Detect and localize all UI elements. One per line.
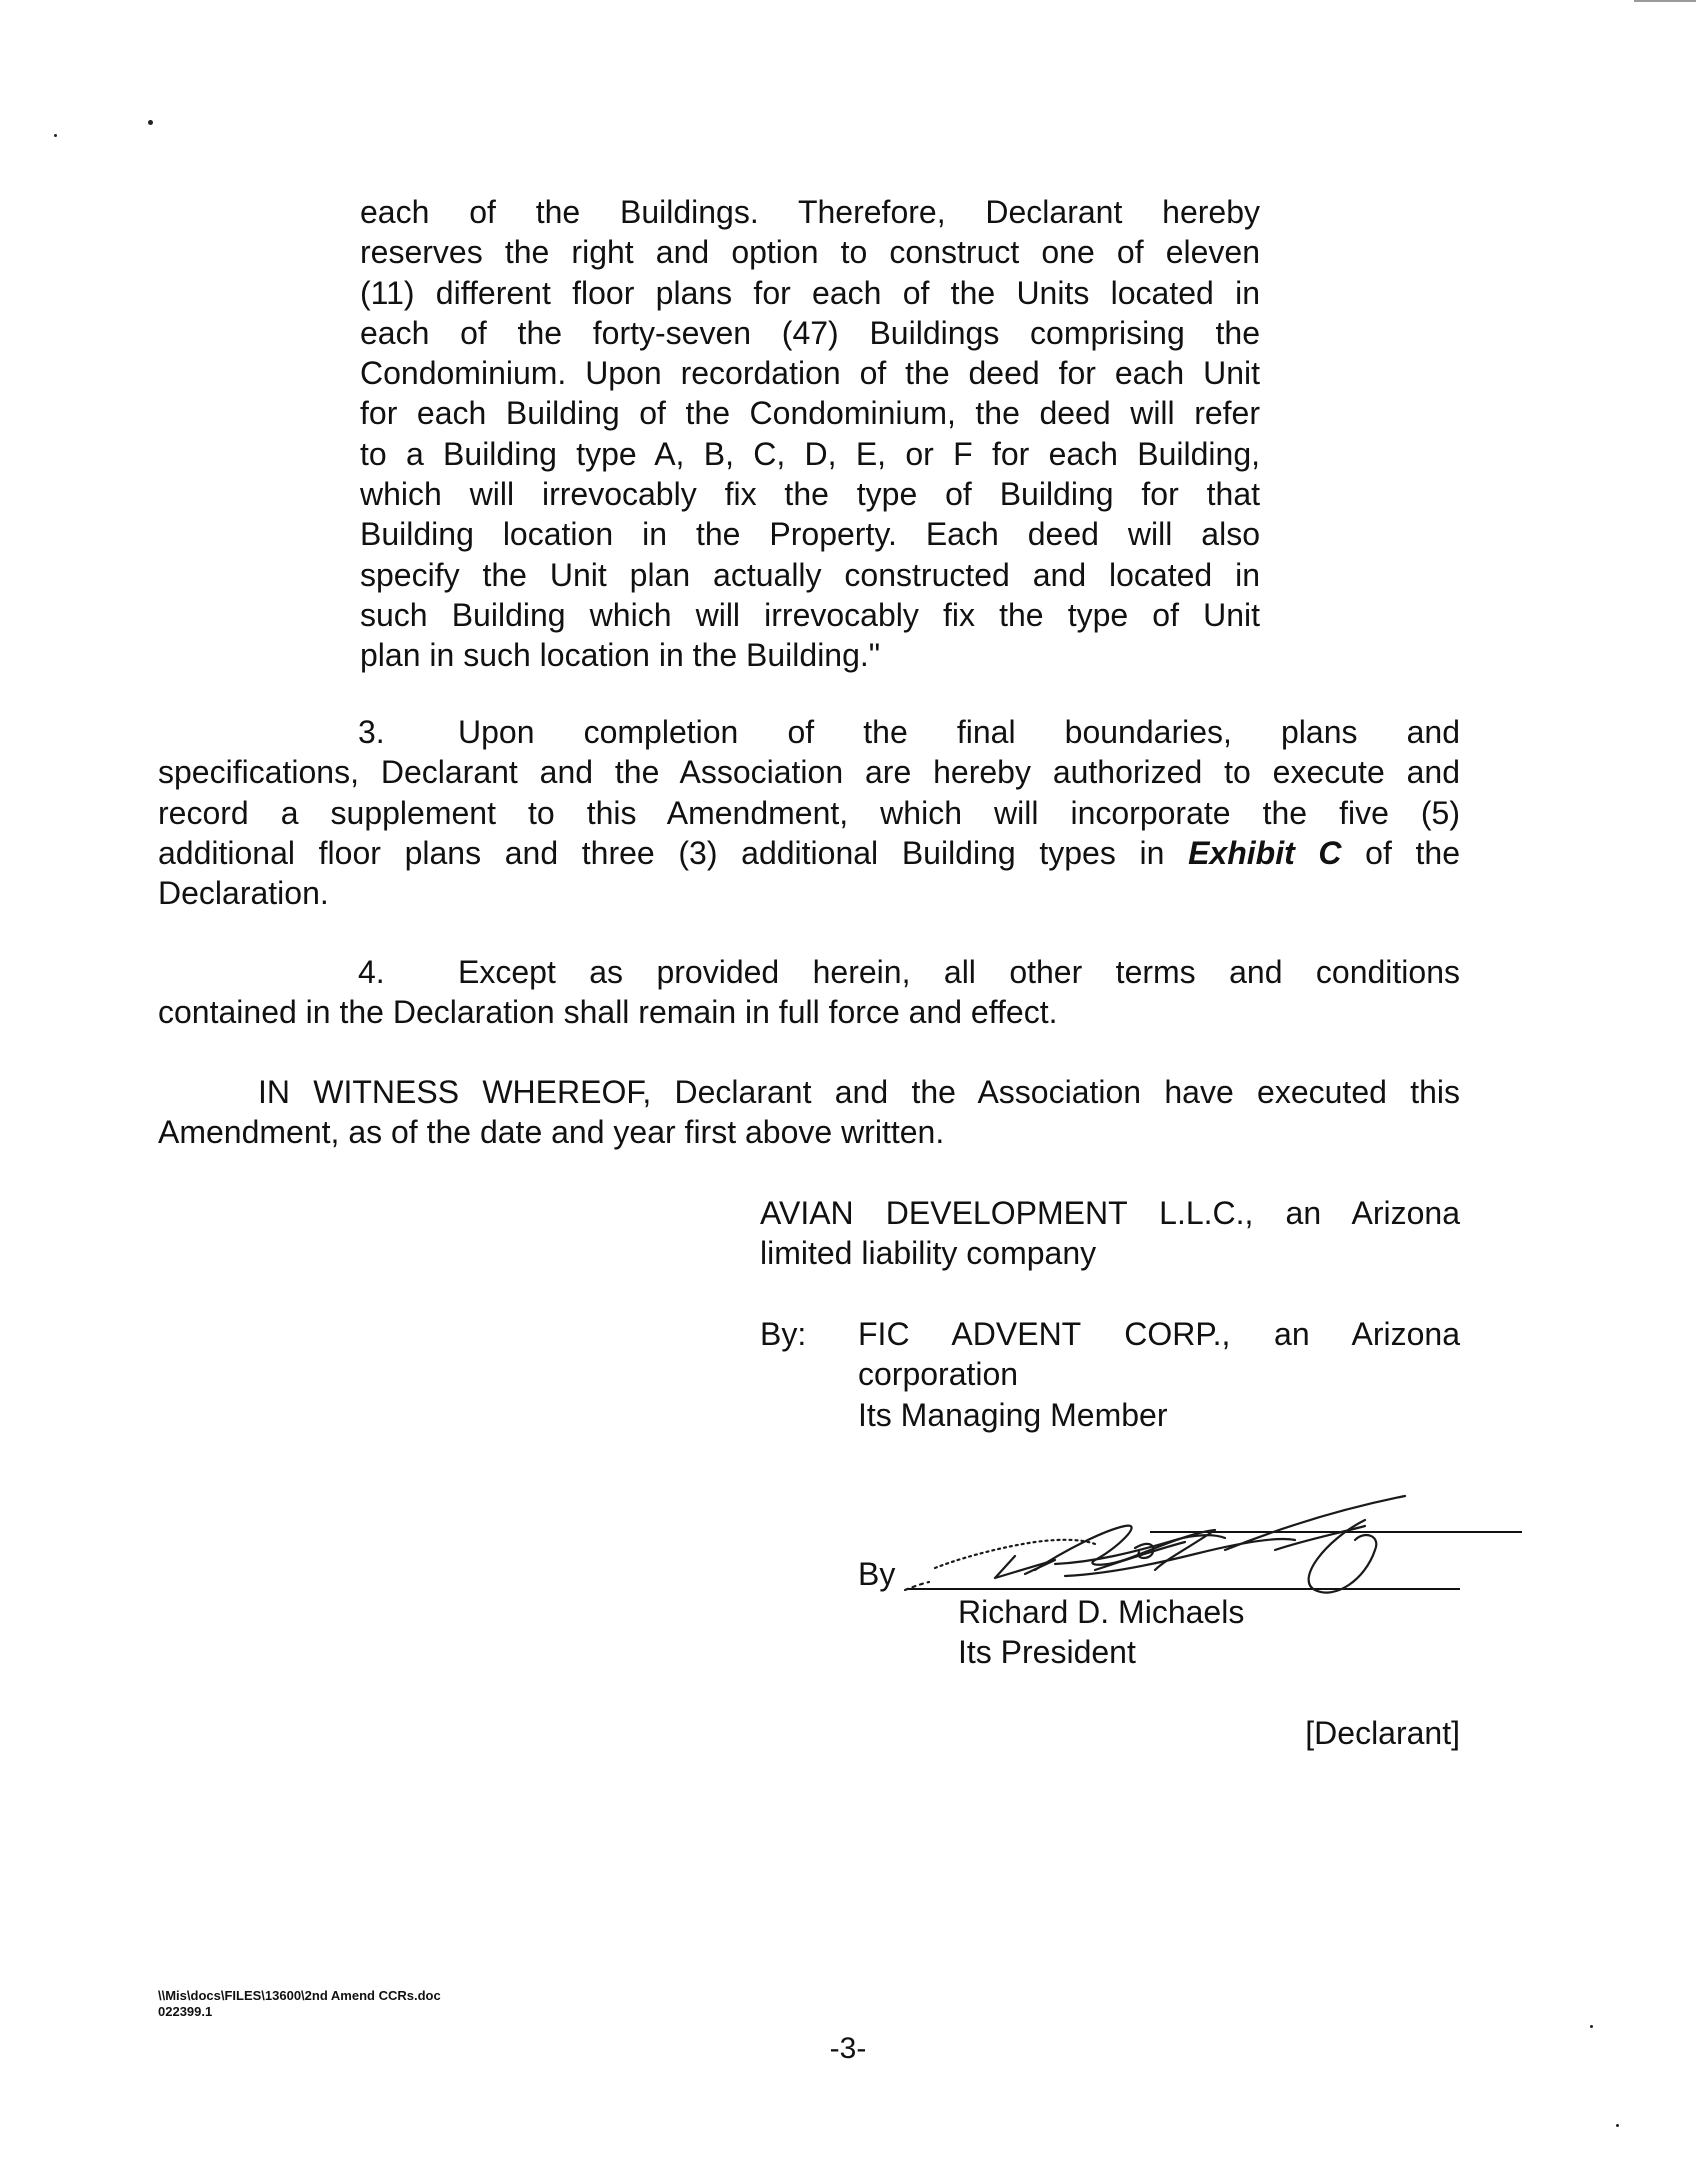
by-label: By: [760,1316,807,1352]
text-segment: of the [1341,834,1461,871]
text-line: such Building which will irrevocably fix the type of Unit [360,596,1260,633]
signer-title: Its President [958,1634,1136,1671]
scan-speck [148,120,153,125]
text-line [158,833,1460,873]
text-line: Condominium. Upon recordation of the deed for each Unit [360,355,1260,392]
text-line: Building location in the Property. Each deed will also [360,516,1260,553]
text-line: contained in the Declaration shall remain in full force and effect. [158,994,1058,1031]
text-segment: Except as provided herein, all other terms and conditions [458,954,1460,990]
scan-speck [1590,2025,1593,2028]
text-line: Amendment, as of the date and year first above written. [158,1114,945,1151]
signer-name: Richard D. Michaels [958,1594,1245,1630]
by-label-block [760,1314,860,1354]
text-line: each of the forty-seven (47) Buildings comprising the [360,314,1260,351]
text-line: IN WITNESS WHEREOF, Declarant and the Association have executed this [258,1074,1460,1110]
managing-member-block [858,1314,1460,1435]
sign-by-label: By [858,1556,896,1592]
text-segment: additional floor plans and three (3) additional Building types in [158,834,1189,871]
paragraph-number: 4. [358,954,385,990]
scan-speck [54,134,57,137]
text-line [158,952,1460,992]
company-block [760,1193,1460,1274]
text-segment: Upon completion of the final boundaries, plans and [458,714,1460,750]
text-line: (11) different floor plans for each of the Units located in [360,274,1260,311]
text-line: record a supplement to this Amendment, which will incorporate the five (5) [158,794,1460,831]
party-label: [Declarant] [1305,1715,1460,1751]
party-label-block [1100,1713,1460,1753]
text-line: plan in such location in the Building." [360,637,881,674]
page-number: -3- [829,2032,867,2065]
file-path: \\Mis\docs\FILES\13600\2nd Amend CCRs.doc [158,1988,441,2003]
document-code: 022399.1 [158,2004,213,2019]
text-line: to a Building type A, B, C, D, E, or F for each Building, [360,435,1260,472]
text-line: which will irrevocably fix the type of Building for that [360,476,1260,513]
scan-edge-mark [1634,0,1696,2]
text-line: each of the Buildings. Therefore, Declarant hereby [360,194,1260,230]
sign-by-label-block [858,1554,895,1594]
paragraph-3 [158,712,1460,913]
company-type: limited liability company [760,1235,1097,1272]
member-role: Its Managing Member [858,1396,1168,1433]
quoted-paragraph [360,192,1260,676]
text-line: for each Building of the Condominium, the deed will refer [360,395,1260,432]
text-line [158,712,1460,752]
scan-speck [1616,2124,1619,2127]
signer-block [958,1592,1244,1673]
text-line: specify the Unit plan actually constructed and located in [360,556,1260,593]
member-type: corporation [858,1356,1019,1393]
paragraph-number: 3. [358,714,385,750]
company-name: AVIAN DEVELOPMENT L.L.C., an Arizona [760,1195,1460,1231]
exhibit-reference: Exhibit C [1188,834,1342,871]
witness-paragraph [158,1072,1460,1153]
footer-file-reference [158,1988,441,2020]
text-line: reserves the right and option to construct one of eleven [360,234,1260,271]
paragraph-4 [158,952,1460,1033]
text-line: specifications, Declarant and the Association are hereby authorized to execute and [158,754,1460,791]
member-name: FIC ADVENT CORP., an Arizona [858,1316,1460,1352]
text-line: Declaration. [158,875,329,912]
